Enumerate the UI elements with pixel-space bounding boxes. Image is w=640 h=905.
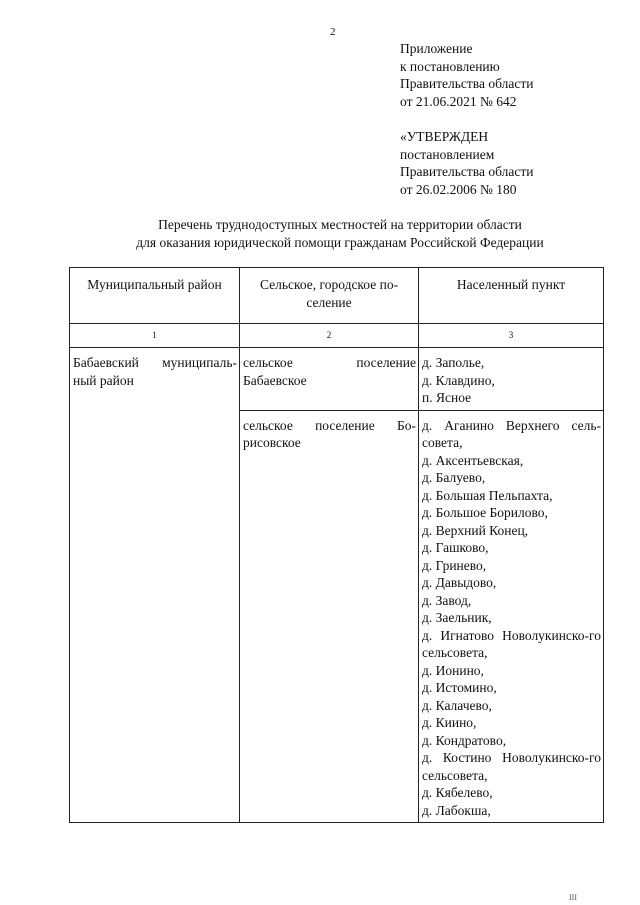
locality-item: д. Верхний Конец,: [422, 522, 529, 538]
district-cell: Бабаевский муниципаль-ный район: [70, 348, 240, 823]
page-number: 2: [330, 26, 336, 38]
column-number: 3: [419, 324, 604, 348]
locality-item: д. Гашково,: [422, 540, 489, 555]
appendix-line: Приложение: [400, 41, 473, 56]
title-line-2: для оказания юридической помощи гражданам Российской Федерации: [136, 234, 544, 250]
approval-line: Правительства области: [400, 164, 534, 179]
locality-item: д. Клавдино,: [422, 372, 495, 388]
approval-line: постановлением: [400, 146, 495, 162]
locality-item: д. Большое Борилово,: [422, 505, 548, 520]
locality-item: д. Кондратово,: [422, 732, 507, 748]
appendix-line: от 21.06.2021 № 642: [400, 93, 517, 109]
document-title: [40, 216, 640, 251]
locality-item: д. Лабокша,: [422, 802, 491, 818]
locality-item: д. Кябелево,: [422, 785, 493, 800]
localities-cell: [419, 410, 604, 823]
locality-item: д. Заполье,: [422, 355, 485, 370]
localities-table: [69, 267, 604, 823]
locality-item: д. Аксентьевская,: [422, 452, 524, 468]
locality-item: д. Ионино,: [422, 662, 484, 678]
locality-item: д. Большая Пельпахта,: [422, 487, 553, 503]
settlement-cell: сельское поселение Бо-рисовское: [240, 410, 419, 823]
locality-item: д. Давыдово,: [422, 575, 497, 590]
locality-item: д. Калачево,: [422, 697, 492, 713]
locality-item: д. Киино,: [422, 715, 477, 730]
locality-item: д. Костино Новолукинско-го сельсовета,: [422, 750, 601, 783]
table-row: [70, 348, 604, 411]
column-number-row: [70, 324, 604, 348]
locality-item: д. Истомино,: [422, 680, 497, 695]
approval-line: «УТВЕРЖДЕН: [400, 129, 489, 144]
appendix-block: [400, 40, 533, 110]
localities-cell: [419, 348, 604, 411]
approval-line: от 26.02.2006 № 180: [400, 181, 517, 197]
column-number: 1: [70, 324, 240, 348]
table-header-row: [70, 268, 604, 324]
column-number: 2: [240, 324, 419, 348]
locality-item: д. Балуево,: [422, 470, 486, 485]
header-district: Муниципальный район: [70, 268, 240, 324]
header-settlement: Сельское, городское по-селение: [240, 268, 419, 324]
settlement-cell: сельское поселение Бабаевское: [240, 348, 419, 411]
appendix-line: Правительства области: [400, 76, 534, 91]
locality-item: д. Аганино Верхнего сель-совета,: [422, 417, 601, 450]
header-locality: Населенный пункт: [419, 268, 604, 324]
locality-item: д. Завод,: [422, 592, 472, 608]
title-line-1: Перечень труднодоступных местностей на территории области: [158, 217, 522, 232]
locality-item: д. Гринево,: [422, 557, 487, 573]
approval-block: [400, 128, 533, 198]
locality-item: д. Игнатово Новолукинско-го сельсовета,: [422, 627, 601, 660]
locality-item: п. Ясное: [422, 390, 472, 405]
locality-item: д. Заельник,: [422, 610, 492, 625]
appendix-line: к постановлению: [400, 58, 500, 74]
footer-mark: ІІІ: [569, 893, 577, 902]
